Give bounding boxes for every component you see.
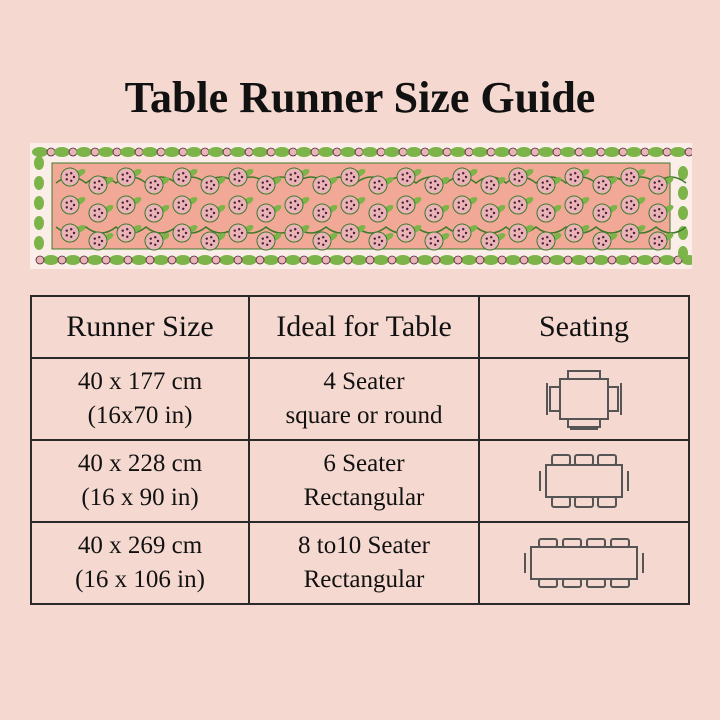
size-guide-table [30,295,690,605]
table-shape: square or round [285,402,443,429]
table-row [31,358,689,440]
table-row [31,522,689,604]
table-runner-image [30,143,692,269]
ideal-table-cell [249,522,479,604]
table-header-row [31,296,689,358]
seater-count: 4 Seater [323,368,405,395]
header-ideal-for-table: Ideal for Table [249,296,479,358]
seater-count: 8 to10 Seater [298,532,430,559]
8-seater-table-icon [521,535,647,591]
seater-count: 6 Seater [323,450,405,477]
page-title: Table Runner Size Guide [124,73,596,122]
size-cm: 40 x 269 cm [77,532,203,559]
pomegranate-pattern-graphic [30,143,692,269]
size-cm: 40 x 177 cm [77,368,203,395]
size-in: (16 x 90 in) [81,484,199,511]
size-in: (16x70 in) [87,402,193,429]
runner-size-cell [31,358,249,440]
seating-cell [479,440,689,522]
runner-size-cell [31,522,249,604]
ideal-table-cell [249,358,479,440]
4-seater-table-icon [544,367,624,431]
seating-cell [479,522,689,604]
table-shape: Rectangular [303,484,425,511]
header-seating: Seating [479,296,689,358]
size-cm: 40 x 228 cm [77,450,203,477]
ideal-table-cell [249,440,479,522]
seating-cell [479,358,689,440]
table-row [31,440,689,522]
table-shape: Rectangular [303,566,425,593]
runner-size-cell [31,440,249,522]
header-runner-size: Runner Size [31,296,249,358]
6-seater-table-icon [536,451,632,511]
size-in: (16 x 106 in) [75,566,205,593]
